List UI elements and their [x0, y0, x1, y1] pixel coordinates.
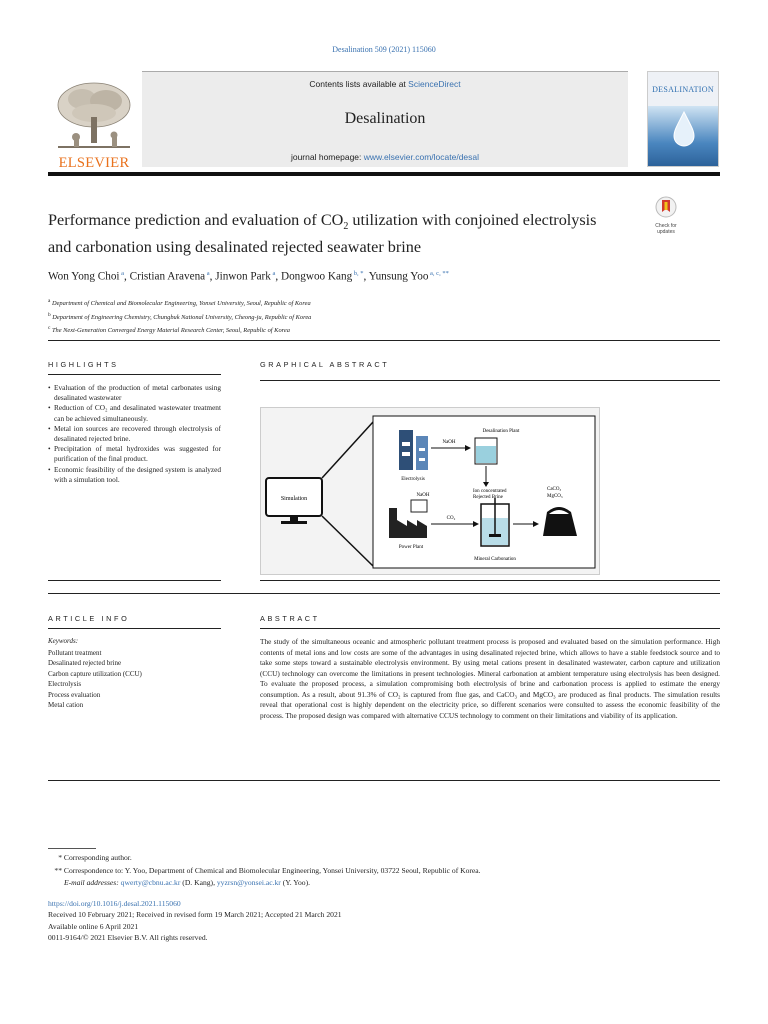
footnote-rule	[48, 848, 96, 849]
affiliation-item: $^c$ The Next-Generation Converged Energy Material Research Center, Seoul, Republic of Korea	[48, 325, 290, 335]
graphical-abstract-figure[interactable]	[260, 407, 600, 575]
highlight-item: • Precipitation of metal hydroxides was suggested for purification of the final product.	[48, 444, 221, 464]
label-ion-brine-1: Ion concentrated	[473, 489, 507, 494]
email-link[interactable]: yyzrsn@yonsei.ac.kr	[216, 878, 281, 887]
article-info-heading: ARTICLE INFO	[48, 614, 130, 623]
author-name[interactable]: Dongwoo Kang	[281, 270, 353, 283]
keywords-label: Keywords:	[48, 637, 79, 645]
highlight-item: • Evaluation of the production of metal carbonates using desalinated wastewater	[48, 383, 221, 403]
reactor-icon	[481, 498, 509, 546]
graphical-abstract-heading: GRAPHICAL ABSTRACT	[260, 360, 390, 369]
footnotes	[48, 852, 728, 890]
highlight-item: • Metal ion sources are recovered through electrolysis of desalinated rejected brine.	[48, 424, 221, 444]
article-title: Performance prediction and evaluation of $CO_2$ utilization with conjoined electrolysis and carbonation using desalinated rejected seawater brine	[48, 211, 597, 257]
section-bottom-rule	[48, 780, 720, 781]
label-desalination-plant: Desalination Plant	[482, 429, 520, 434]
elsevier-logo[interactable]	[48, 77, 140, 171]
author-affil-mark[interactable]: a, c, **	[430, 270, 449, 277]
process-diagram	[261, 408, 601, 576]
email-line: E-mail addresses: qwerty@cbnu.ac.kr (D. Kang), yyzrsn@yonsei.ac.kr (Y. Yoo).	[64, 878, 311, 887]
elsevier-wordmark: ELSEVIER	[58, 155, 130, 171]
affiliations	[48, 296, 648, 337]
label-power-plant: Power Plant	[398, 545, 424, 550]
author-affil-mark[interactable]: a	[206, 270, 210, 277]
keyword-item: Metal cation	[48, 701, 84, 710]
crossmark-label-2: updates	[657, 229, 675, 235]
received-dates: Received 10 February 2021; Received in revised form 19 March 2021; Accepted 21 March 2021	[48, 910, 342, 920]
journal-header-box	[142, 71, 628, 167]
graphical-abstract-bottom-rule	[260, 580, 720, 581]
crossmark-label-1: Check for	[655, 223, 677, 229]
keyword-item: Desalinated rejected brine	[48, 659, 122, 668]
section-rule	[48, 593, 720, 594]
author-list: Won Yong Choi $^a$, Cristian Aravena $^a$, Jinwon Park $^a$, Dongwoo Kang $^{b, *}$, Yunsung Yoo $^{a, c, **}$	[48, 270, 449, 283]
publication-info	[48, 898, 728, 943]
affiliation-item: $^a$ Department of Chemical and Biomolecular Engineering, Yonsei University, Seoul, Republic of Korea	[48, 298, 311, 308]
homepage-prefix: journal homepage:	[290, 152, 364, 162]
abstract-body: The study of the simultaneous oceanic and atmospheric pollutant treatment process is proposed and evaluated based on the simulation performance. High contents of metal ions and low costs are some of the advantages in using desalinated rejected brine, which allows to have a stable feedstock source and to take some steps toward a sustainable electrolysis environment. By using metal cations present in desalinated wastewater, carbon capture and utilization (CCU) technology can overcome the limitations in present technologies. Mineral carbonation at ambient temperature using electrolysis has been designed. To evaluate the proposed process, a simulation compromising both electrolysis of brine and carbonation process is applied to estimate the energy consumption. As a result, about 91.3% of CO₂ is captured from flue gas, and CaCO₃ and MgCO₃ are produced as final products. The simulation results reveal that operational cost is highly dependent on the electricity price, so different scenarios were consulted to assess the economic feasibility of the process. The proposed design was compared with alternative CCUS technology to comment on their limitations and viability of its application.	[260, 637, 720, 720]
elsevier-tree-icon	[48, 77, 140, 167]
check-for-updates-badge[interactable]	[648, 196, 684, 235]
author-name[interactable]: Cristian Aravena	[129, 270, 206, 283]
journal-reference[interactable]: Desalination 509 (2021) 115060	[332, 45, 436, 54]
label-electrolysis: Electrolysis	[401, 477, 425, 482]
journal-name[interactable]: Desalination	[344, 110, 426, 127]
cover-title: DESALINATION	[652, 85, 714, 94]
keyword-item: Carbon capture utilization (CCU)	[48, 669, 142, 678]
masthead	[48, 71, 628, 171]
label-simulation: Simulation	[280, 496, 308, 502]
section-rule	[48, 340, 720, 341]
author-affil-mark[interactable]: b, *	[353, 270, 364, 277]
highlights-list	[48, 383, 221, 485]
label-naoh-top: NaOH	[442, 440, 456, 445]
graphical-abstract-rule	[260, 380, 720, 381]
keyword-item: Pollutant treatment	[48, 649, 102, 657]
abstract-heading: ABSTRACT	[260, 614, 320, 623]
doi-link[interactable]: https://doi.org/10.1016/j.desal.2021.115060	[48, 899, 181, 908]
label-naoh-mid: NaOH	[416, 493, 430, 498]
contents-prefix: Contents lists available at	[309, 79, 409, 89]
author-affil-mark[interactable]: a	[272, 270, 276, 277]
author-affil-mark[interactable]: a	[121, 270, 125, 277]
label-co2: CO₂	[446, 516, 456, 521]
homepage-link[interactable]: www.elsevier.com/locate/desal	[363, 152, 480, 162]
author-name[interactable]: Yunsung Yoo	[368, 270, 429, 283]
water-drop-icon	[648, 106, 719, 167]
header-rule	[48, 172, 720, 176]
online-date: Available online 6 April 2021	[48, 921, 139, 931]
highlights-bottom-rule	[48, 580, 221, 581]
label-caco3: CaCO₃	[547, 487, 562, 492]
label-mineral-carbonation: Mineral Carbonation	[474, 557, 516, 562]
author-name[interactable]: Won Yong Choi	[48, 270, 120, 283]
journal-cover-image[interactable]	[647, 71, 719, 167]
copyright: 0011-9164/© 2021 Elsevier B.V. All rights reserved.	[48, 932, 208, 942]
crossmark-icon	[655, 196, 677, 218]
footnote-item: * Corresponding author.	[58, 853, 132, 862]
email-link[interactable]: qwerty@cbnu.ac.kr	[120, 878, 181, 887]
abstract-rule	[260, 628, 720, 629]
footnote-item: ** Correspondence to: Y. Yoo, Department of Chemical and Biomolecular Engineering, Yonsei University, 03722 Seoul, Republic of Korea.	[54, 865, 481, 875]
label-mgco3: MgCO₃	[547, 494, 563, 499]
keyword-item: Electrolysis	[48, 680, 82, 689]
cover-sea-graphic	[648, 106, 719, 167]
zoom-line	[322, 516, 373, 566]
label-ion-brine-2: Rejected Brine	[473, 495, 503, 500]
highlights-rule	[48, 374, 221, 375]
author-name[interactable]: Jinwon Park	[215, 270, 271, 283]
highlight-item: • Economic feasibility of the designed system is analyzed with a simulation tool.	[48, 465, 221, 485]
highlight-item: • Reduction of CO₂ and desalinated wastewater treatment can be achieved simultaneously.	[48, 403, 221, 423]
zoom-line	[322, 422, 373, 478]
keywords-list	[48, 648, 221, 710]
homepage-line	[142, 152, 628, 162]
affiliation-item: $^b$ Department of Engineering Chemistry, Chungbuk National University, Cheong-ju, Republic of Korea	[48, 311, 312, 321]
highlights-heading: HIGHLIGHTS	[48, 360, 119, 369]
keyword-item: Process evaluation	[48, 690, 101, 699]
sciencedirect-link[interactable]: ScienceDirect	[408, 79, 461, 89]
article-info-rule	[48, 628, 221, 629]
desalination-tank-icon	[475, 438, 497, 464]
contents-line	[142, 79, 628, 89]
